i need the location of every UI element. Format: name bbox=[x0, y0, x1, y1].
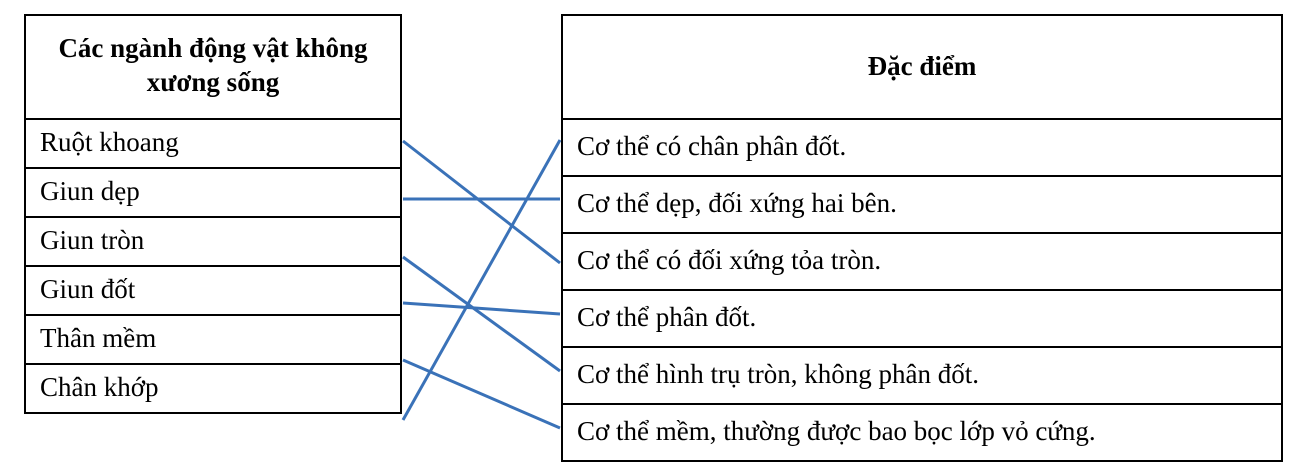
left-item-4[interactable]: Thân mềm bbox=[25, 315, 401, 364]
table-row[interactable] bbox=[562, 347, 1282, 404]
table-row[interactable] bbox=[25, 168, 401, 217]
table-row[interactable] bbox=[25, 119, 401, 168]
left-item-0[interactable]: Ruột khoang bbox=[25, 119, 401, 168]
table-row[interactable] bbox=[562, 119, 1282, 176]
left-table-header: Các ngành động vật không xương sống bbox=[25, 15, 401, 119]
table-row bbox=[25, 15, 401, 119]
right-item-1[interactable]: Cơ thể dẹp, đối xứng hai bên. bbox=[562, 176, 1282, 233]
table-row[interactable] bbox=[562, 233, 1282, 290]
table-row[interactable] bbox=[562, 176, 1282, 233]
right-item-4[interactable]: Cơ thể hình trụ tròn, không phân đốt. bbox=[562, 347, 1282, 404]
invertebrate-phyla-table bbox=[24, 14, 402, 414]
table-row[interactable] bbox=[25, 217, 401, 266]
table-row[interactable] bbox=[25, 364, 401, 413]
table-row[interactable] bbox=[562, 404, 1282, 461]
table-row[interactable] bbox=[562, 290, 1282, 347]
chan-khop-to-chan-phan-dot bbox=[403, 140, 560, 420]
left-item-3[interactable]: Giun đốt bbox=[25, 266, 401, 315]
left-item-2[interactable]: Giun tròn bbox=[25, 217, 401, 266]
table-row[interactable] bbox=[25, 315, 401, 364]
right-table-header: Đặc điểm bbox=[562, 15, 1282, 119]
than-mem-to-co-the-mem bbox=[403, 360, 560, 428]
giun-tron-to-hinh-tru-tron bbox=[403, 257, 560, 371]
giun-dot-to-phan-dot bbox=[403, 303, 560, 314]
table-row bbox=[562, 15, 1282, 119]
right-item-2[interactable]: Cơ thể có đối xứng tỏa tròn. bbox=[562, 233, 1282, 290]
right-item-3[interactable]: Cơ thể phân đốt. bbox=[562, 290, 1282, 347]
table-row[interactable] bbox=[25, 266, 401, 315]
right-item-0[interactable]: Cơ thể có chân phân đốt. bbox=[562, 119, 1282, 176]
ruot-khoang-to-doi-xung-toa-tron bbox=[403, 141, 560, 263]
left-item-5[interactable]: Chân khớp bbox=[25, 364, 401, 413]
right-item-5[interactable]: Cơ thể mềm, thường được bao bọc lớp vỏ cứng. bbox=[562, 404, 1282, 461]
characteristics-table bbox=[561, 14, 1283, 462]
left-item-1[interactable]: Giun dẹp bbox=[25, 168, 401, 217]
